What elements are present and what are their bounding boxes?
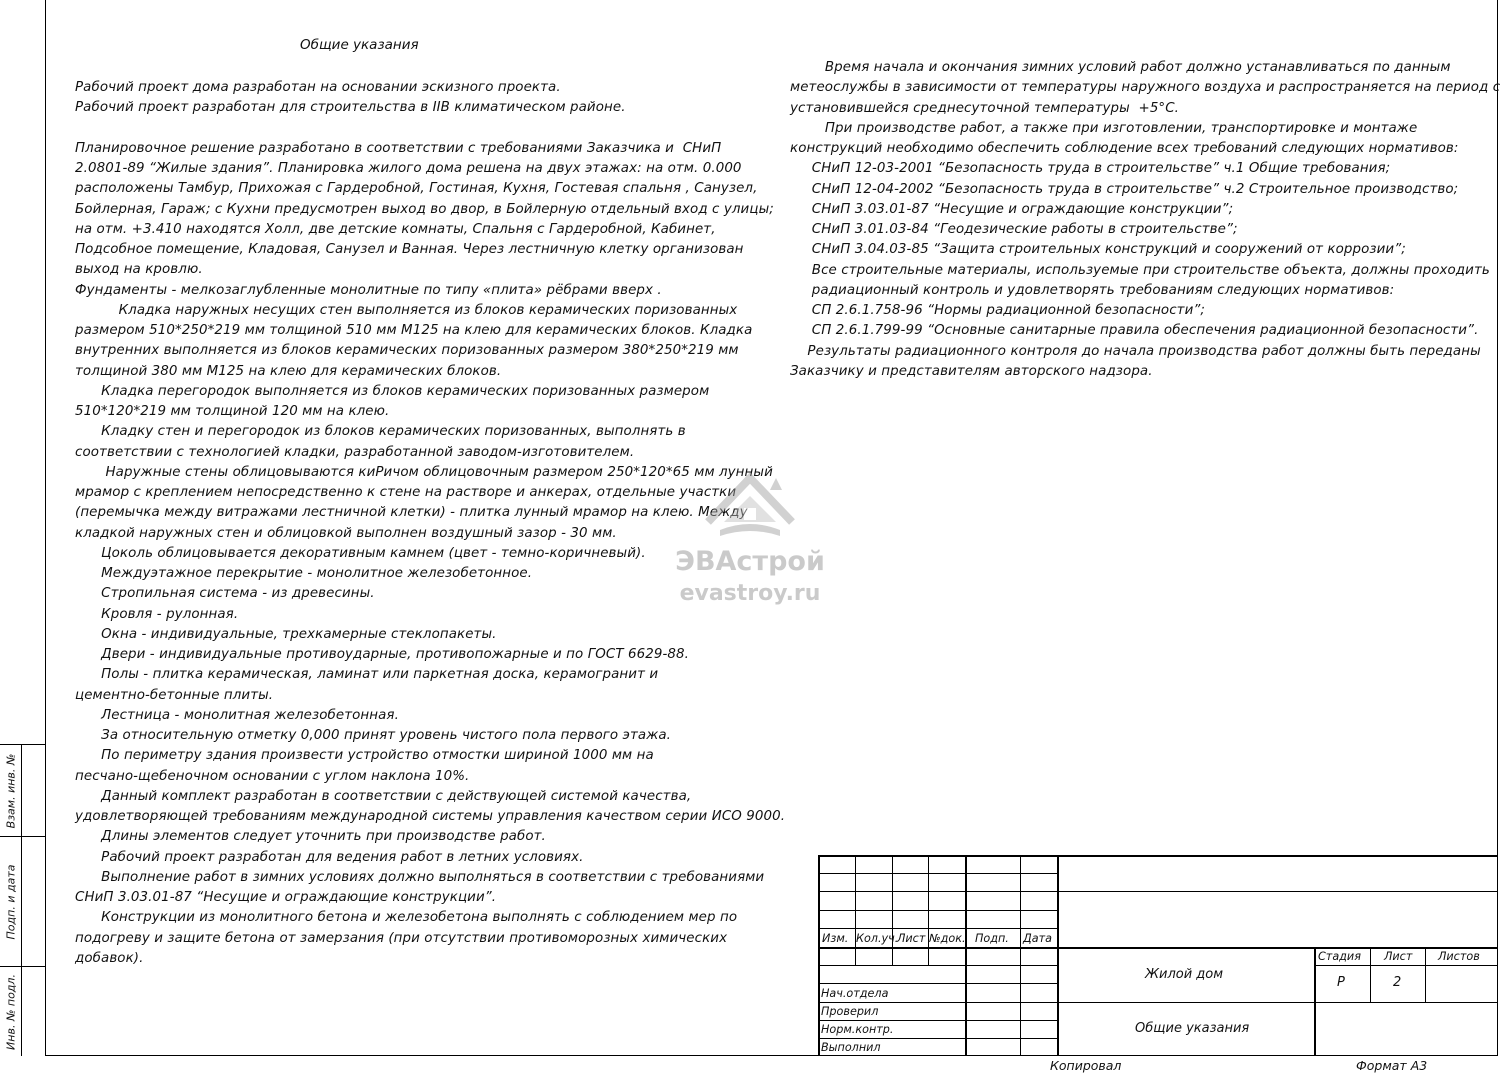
text-line: внутренних выполняется из блоков керамических поризованных размером 380*250*219 мм: [75, 343, 739, 359]
text-line: Кладку стен и перегородок из блоков керамических поризованных, выполнять в: [75, 424, 686, 440]
header-podp: Подп.: [975, 932, 1009, 945]
text-line: Выполнение работ в зимних условиях должно выполняться в соответствии с требованиями: [75, 869, 765, 885]
text-line: толщиной 380 мм М125 на клею для керамических блоков.: [75, 363, 502, 379]
text-line: кладкой наружных стен и облицовкой выполнен воздушный зазор - 30 мм.: [75, 525, 617, 541]
sheet-label: Лист: [1384, 950, 1413, 963]
side-cell-inv: [0, 966, 45, 1056]
header-izm: Изм.: [822, 932, 849, 945]
text-line: СНиП 3.03.01-87 “Несущие и ограждающие конструкции”;: [790, 201, 1234, 217]
text-line: Подсобное помещение, Кладовая, Санузел и Ванная. Через лестничную клетку организован: [75, 242, 744, 257]
text-line: СП 2.6.1.799-99 “Основные санитарные правила обеспечения радиационной безопасности”.: [790, 323, 1479, 339]
text-line: песчано-щебеночном основании с углом наклона 10%.: [75, 768, 470, 784]
text-line: на отм. +3.410 находятся Холл, две детские комнаты, Спальня с Гардеробной, Кабинет,: [75, 221, 716, 237]
copied-label: Копировал: [1050, 1058, 1122, 1073]
text-line: Кладка наружных несущих стен выполняется из блоков керамических поризованных: [75, 302, 738, 318]
text-line: расположены Тамбур, Прихожая с Гардеробной, Гостиная, Кухня, Гостевая спальня , Санузел,: [75, 181, 758, 197]
text-line: Наружные стены облицовываются киРичом облицовочным размером 250*120*65 мм лунный: [75, 464, 773, 480]
text-line: СНиП 12-04-2002 “Безопасность труда в строительстве” ч.2 Строительное производство;: [790, 181, 1459, 197]
text-line: Стропильная система - из древесины.: [75, 586, 375, 602]
text-line: Планировочное решение разработано в соответствии с требованиями Заказчика и СНиП: [75, 140, 722, 156]
house-logo-icon: [700, 470, 800, 542]
text-line: соответствии с технологией кладки, разработанной заводом-изготовителем.: [75, 444, 635, 460]
text-line: Все строительные материалы, используемые при строительстве объекта, должны проходить: [790, 262, 1490, 278]
side-cell-podp: [0, 836, 45, 966]
text-line: Двери - индивидуальные противоударные, противопожарные и по ГОСТ 6629-88.: [75, 647, 689, 662]
text-line: цементно-бетонные плиты.: [75, 687, 274, 703]
header-koluch: Кол.уч.: [856, 932, 899, 945]
text-line: Рабочий проект разработан для строительства в IIВ климатическом районе.: [75, 100, 626, 116]
text-line: мрамор с креплением непосредственно к стене на растворе и анкерах, отдельные участки: [75, 485, 737, 500]
text-line: Лестница - монолитная железобетонная.: [75, 707, 399, 723]
text-line: Конструкции из монолитного бетона и железобетона выполнять с соблюдением мер по: [75, 910, 738, 926]
sheet-value: 2: [1393, 975, 1402, 990]
header-data: Дата: [1023, 932, 1052, 945]
text-line: Полы - плитка керамическая, ламинат или паркетная доска, керамогранит и: [75, 667, 659, 683]
text-line: Фундаменты - мелкозаглубленные монолитные по типу «плита» рёбрами вверх .: [75, 282, 662, 298]
text-line: Время начала и окончания зимних условий работ должно устанавливаться по данным: [790, 60, 1451, 75]
watermark-name: ЭВАстрой: [675, 546, 825, 577]
right-text-column: [790, 58, 1500, 382]
text-line: конструкций необходимо обеспечить соблюдение всех требований следующих нормативов:: [790, 141, 1459, 156]
stage-value: Р: [1337, 975, 1345, 990]
header-list: Лист: [897, 932, 926, 945]
sheets-label: Листов: [1438, 950, 1480, 963]
header-ndok: №док.: [929, 932, 966, 945]
title-block: [818, 855, 1498, 1056]
text-line: 510*120*219 мм толщиной 120 мм на клею.: [75, 404, 390, 419]
role-norm: Норм.контр.: [821, 1023, 894, 1036]
text-line: 2.0801-89 “Жилые здания”. Планировка жилого дома решена на двух этажах: на отм. 0.000: [75, 161, 742, 176]
text-line: СНиП 12-03-2001 “Безопасность труда в строительстве” ч.1 Общие требования;: [790, 161, 1391, 177]
text-line: Длины элементов следует уточнить при производстве работ.: [75, 829, 546, 845]
role-nach: Нач.отдела: [821, 987, 889, 1000]
text-line: При производстве работ, а также при изготовлении, транспортировке и монтаже: [790, 120, 1418, 136]
text-line: Бойлерная, Гараж; с Кухни предусмотрен выход во двор, в Бойлерную отдельный вход с улицы;: [75, 201, 774, 217]
watermark-url: evastroy.ru: [679, 581, 821, 606]
text-line: Междуэтажное перекрытие - монолитное железобетонное.: [75, 566, 533, 581]
text-line: размером 510*250*219 мм толщиной 510 мм М125 на клею для керамических блоков. Кладка: [75, 323, 753, 338]
text-line: Окна - индивидуальные, трехкамерные стеклопакеты.: [75, 626, 497, 642]
role-vyp: Выполнил: [821, 1041, 881, 1054]
text-line: метеослужбы в зависимости от температуры наружного воздуха и распространяется на период с: [790, 80, 1500, 96]
side-label-podp: Подп. и дата: [4, 864, 17, 939]
text-line: Данный комплект разработан в соответствии с действующей системой качества,: [75, 788, 692, 804]
object-name: Жилой дом: [1145, 967, 1224, 982]
text-line: подогреву и защите бетона от замерзания (при отсутствии противоморозных химических: [75, 930, 728, 946]
text-line: удовлетворяющей требованиям международной системы управления качеством серии ИСО 9000.: [75, 809, 786, 824]
text-line: выход на кровлю.: [75, 262, 203, 278]
text-line: установившейся среднесуточной температуры +5°С.: [790, 100, 1180, 116]
text-line: радиационный контроль и удовлетворять требованиям следующих нормативов:: [790, 282, 1395, 298]
stage-label: Стадия: [1318, 950, 1361, 963]
role-prov: Проверил: [821, 1005, 879, 1018]
text-line: [75, 119, 785, 139]
format-label: Формат А3: [1356, 1058, 1428, 1073]
side-label-inv: Инв. № подл.: [4, 973, 17, 1050]
text-line: Цоколь облицовывается декоративным камнем (цвет - темно-коричневый).: [75, 545, 646, 561]
text-line: СНиП 3.03.01-87 “Несущие и ограждающие конструкции”.: [75, 890, 497, 905]
text-line: СНиП 3.04.03-85 “Защита строительных конструкций и сооружений от коррозии”;: [790, 242, 1406, 258]
text-line: По периметру здания произвести устройство отмостки шириной 1000 мм на: [75, 748, 654, 764]
text-line: Рабочий проект дома разработан на основании эскизного проекта.: [75, 80, 561, 95]
text-line: добавок).: [75, 950, 144, 966]
page-title: Общие указания: [300, 37, 419, 53]
text-line: Результаты радиационного контроля до начала производства работ должны быть переданы: [790, 343, 1481, 359]
text-line: Кровля - рулонная.: [75, 606, 239, 622]
text-line: (перемычка между витражами лестничной клетки) - плитка лунный мрамор на клею. Между: [75, 505, 748, 521]
text-line: СП 2.6.1.758-96 “Нормы радиационной безопасности”;: [790, 303, 1206, 318]
text-line: СНиП 3.01.03-84 “Геодезические работы в строительстве”;: [790, 222, 1238, 237]
side-label-vzam: Взам. инв. №: [4, 753, 17, 828]
sheet-title: Общие указания: [1135, 1021, 1250, 1036]
text-line: Заказчику и представителям авторского надзора.: [790, 363, 1153, 379]
text-line: Рабочий проект разработан для ведения работ в летних условиях.: [75, 849, 584, 865]
side-cell-vzam: [0, 744, 45, 836]
watermark: [668, 470, 832, 606]
text-line: Кладка перегородок выполняется из блоков керамических поризованных размером: [75, 383, 710, 399]
text-line: За относительную отметку 0,000 принят уровень чистого пола первого этажа.: [75, 728, 672, 743]
side-stamp: [0, 744, 45, 1056]
